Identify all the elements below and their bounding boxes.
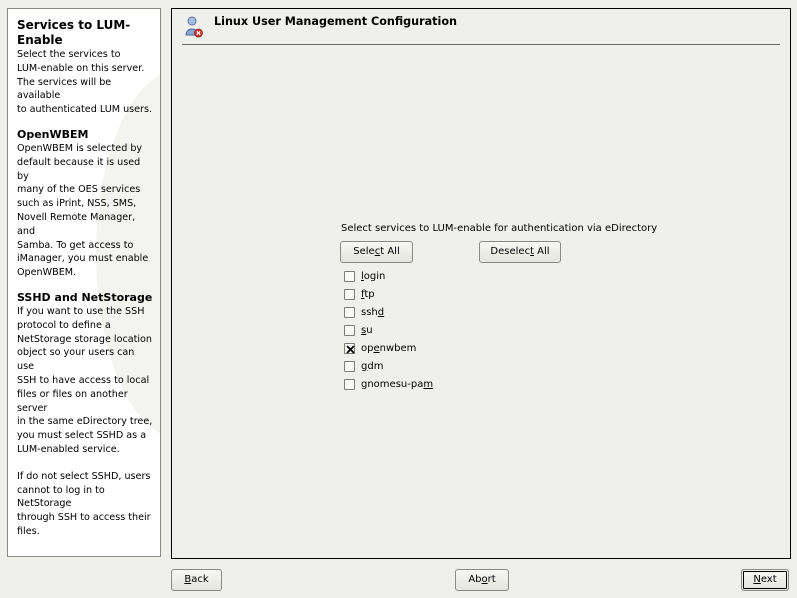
sshd-label: sshd (361, 306, 385, 318)
service-option-login[interactable] (344, 267, 433, 285)
gdm-checkbox[interactable] (344, 361, 355, 372)
help-heading-openwbem: OpenWBEM (17, 127, 89, 141)
login-checkbox[interactable] (344, 271, 355, 282)
services-prompt: Select services to LUM-enable for authentication via eDirectory (341, 223, 658, 234)
help-paragraph-openwbem: OpenWBEM is selected by default because it is used by many of the OES services such as iPrint, NSS, SMS, Novell Remote Manager, and Samba. To get access to iManager, you must enable OpenWBEM. (17, 142, 149, 279)
sshd-checkbox[interactable] (344, 307, 355, 318)
openwbem-checkbox[interactable] (344, 343, 355, 354)
gnomesu-pam-label: gnomesu-pam (361, 378, 434, 390)
help-paragraph-services: Select the services to LUM-enable on this server. The services will be available to authenticated LUM users. (17, 49, 153, 116)
login-label: login (361, 270, 386, 282)
next-button[interactable]: Next (741, 569, 789, 591)
ftp-checkbox[interactable] (344, 289, 355, 300)
help-paragraph-sshd: If you want to use the SSH protocol to define a NetStorage storage location object so your users can use SSH to have access to local files or files on another server in the same eDirectory tree, you must select SSHD as a LUM-enabled service. (17, 305, 153, 455)
gdm-label: gdm (361, 360, 384, 372)
ftp-label: ftp (361, 288, 375, 300)
help-panel (7, 8, 161, 557)
help-heading-sshd: SSHD and NetStorage (17, 290, 153, 304)
select-all-button[interactable]: Select All (340, 241, 413, 263)
dialog-title: Linux User Management Configuration (214, 15, 458, 28)
title-divider (182, 44, 780, 45)
help-heading-services: Services to LUM-Enable (17, 18, 131, 47)
su-checkbox[interactable] (344, 325, 355, 336)
service-option-gdm[interactable] (344, 357, 433, 375)
abort-button[interactable]: Abort (455, 569, 509, 591)
help-content (8, 9, 160, 539)
back-button[interactable]: Back (171, 569, 222, 591)
service-option-sshd[interactable] (344, 303, 433, 321)
deselect-all-button[interactable]: Deselect All (479, 241, 561, 263)
user-config-icon (184, 16, 204, 38)
gnomesu-pam-checkbox[interactable] (344, 379, 355, 390)
service-option-gnomesu-pam[interactable] (344, 375, 433, 393)
service-option-su[interactable] (344, 321, 433, 339)
main-dialog (171, 8, 791, 559)
help-paragraph-sshd-note: If do not select SSHD, users cannot to log in to NetStorage through SSH to access their files. (17, 470, 151, 537)
su-label: su (361, 324, 373, 336)
openwbem-label: openwbem (361, 342, 417, 354)
services-checkbox-list (344, 267, 433, 393)
service-option-ftp[interactable] (344, 285, 433, 303)
service-option-openwbem[interactable] (344, 339, 433, 357)
